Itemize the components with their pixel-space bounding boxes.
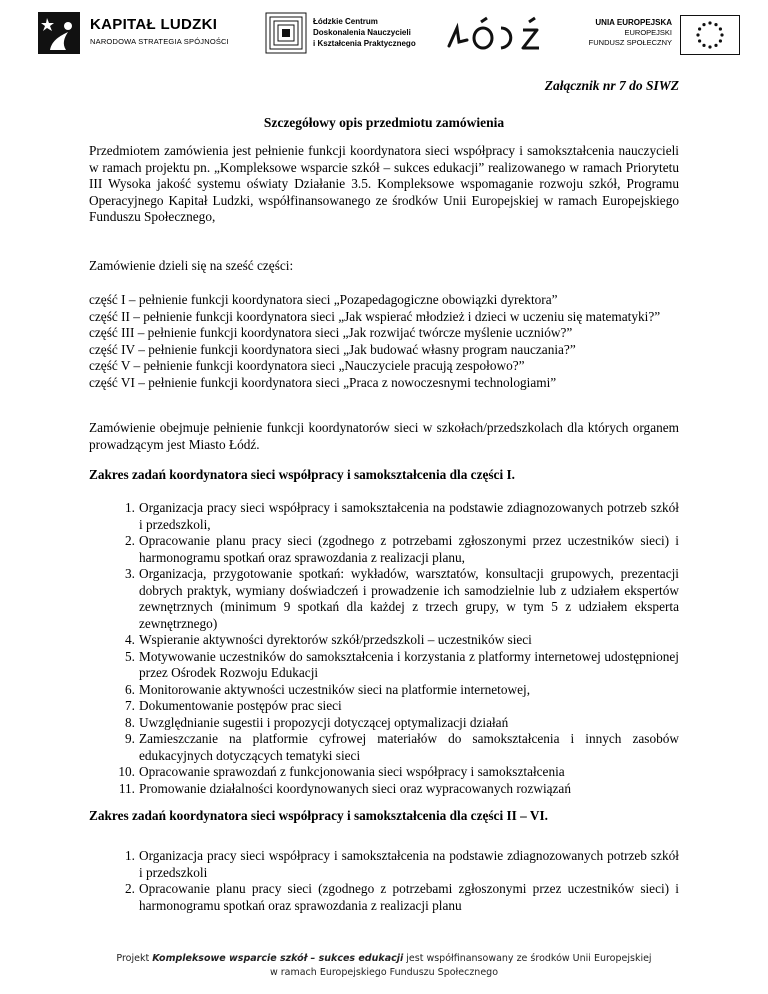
list-item: 6. Monitorowanie aktywności uczestników sieci na platformie internetowej, (125, 681, 531, 697)
eu-logo-text (589, 18, 672, 48)
tasks-list-part-2-6 (89, 848, 679, 914)
list-item: 5. Motywowanie uczestników do samokształcenia i korzystania z platformy internetowej udostępnionej przez Ośrodek Rozwoju Edukacji (125, 648, 679, 680)
lodz-city-logo (445, 16, 555, 56)
footer-line-1: Projekt Kompleksowe wsparcie szkół – sukces edukacji jest współfinansowany ze środków Unii Europejskiej (116, 953, 652, 964)
scope-paragraph: Zamówienie obejmuje pełnienie funkcji koordynatorów sieci w szkołach/przedszkolach dla których organem prowadzącym jest Miasto Łódź. (89, 420, 679, 452)
parts-list (89, 292, 679, 391)
part-item: część III – pełnienie funkcji koordynatora sieci „Jak rozwijać twórcze myślenie uczniów?” (89, 325, 573, 340)
lcdnikp-logo (265, 12, 416, 58)
kapital-ludzki-badge-icon (38, 12, 80, 54)
section-heading-part-2-6: Zakres zadań koordynatora sieci współpracy i samokształcenia dla części II – VI. (89, 808, 548, 823)
list-item: 2. Opracowanie planu pracy sieci (zgodnego z potrzebami zgłoszonymi przez uczestników sieci) i harmonogramu spotkań oraz sprawozdania z realizacji planu, (125, 533, 679, 565)
list-item: 4. Wspieranie aktywności dyrektorów szkół/przedszkoli – uczestników sieci (125, 632, 532, 647)
lcdnikp-line-2: Doskonalenia Nauczycieli (313, 28, 411, 37)
document-title: Szczegółowy opis przedmiotu zamówienia (263, 115, 505, 130)
eu-flag-icon (680, 15, 740, 55)
part-item: część VI – pełnienie funkcji koordynatora sieci „Praca z nowoczesnymi technologiami” (89, 374, 557, 390)
annex-label: Załącznik nr 7 do SIWZ (544, 78, 679, 93)
list-item: 2. Opracowanie planu pracy sieci (zgodnego z potrzebami zgłoszonymi przez uczestników sieci) i harmonogramu spotkań oraz sprawozdania z realizacji planu (125, 881, 679, 913)
footer-project-name: Kompleksowe wsparcie szkół – sukces edukacji (152, 953, 404, 964)
division-paragraph: Zamówienie dzieli się na sześć części: (89, 258, 294, 273)
kapital-ludzki-subtitle: NARODOWA STRATEGIA SPÓJNOŚCI (90, 37, 229, 46)
tasks-list-part-1 (89, 500, 679, 797)
header-logos (0, 0, 768, 70)
list-item: 3. Organizacja, przygotowanie spotkań: wykładów, warsztatów, konsultacji grupowych, prezentacji dobrych praktyk, wymiany doświadczeń i prowadzenie ich samodzielnie lub z udziałem ekspertów zewnętrznych (minimum 9 spotkań dla każdej z trzech grupy, w tym 5 z udziałem eksperta zewnętrznego) (125, 566, 679, 631)
eu-logo (565, 12, 740, 58)
list-item: 1. Organizacja pracy sieci współpracy i samokształcenia na podstawie zdiagnozowanych potrzeb szkół i przedszkoli, (125, 500, 679, 532)
list-item: 8. Uwzględnianie sugestii i propozycji dotyczącej optymalizacji działań (125, 714, 509, 730)
part-item: część IV – pełnienie funkcji koordynatora sieci „Jak budować własny program nauczania?” (89, 341, 576, 357)
lcdnikp-line-1: Łódzkie Centrum (313, 17, 378, 26)
lodz-logo-icon (445, 16, 555, 56)
footer-line-2: w ramach Europejskiego Funduszu Społecznego (269, 967, 499, 978)
eu-line-3: FUNDUSZ SPOŁECZNY (588, 38, 672, 47)
kapital-ludzki-logo (38, 12, 238, 58)
part-item: część I – pełnienie funkcji koordynatora sieci „Pozapedagogiczne obowiązki dyrektora” (89, 292, 558, 307)
list-item: 1. Organizacja pracy sieci współpracy i samokształcenia na podstawie zdiagnozowanych potrzeb szkół i przedszkoli (125, 848, 679, 880)
lcdnikp-mark-icon (265, 12, 307, 54)
lcdnikp-text (313, 16, 416, 49)
section-heading-part-1: Zakres zadań koordynatora sieci współpracy i samokształcenia dla części I. (89, 467, 515, 482)
lcdnikp-line-3: i Kształcenia Praktycznego (313, 39, 416, 48)
intro-paragraph: Przedmiotem zamówienia jest pełnienie funkcji koordynatora sieci współpracy i samokształcenia nauczycieli w ramach projektu pn. „Kompleksowe wsparcie szkół – sukces edukacji” realizowanego w ramach Priorytetu III Wysoka jakość systemu oświaty Działanie 3.5. Kompleksowe wspomaganie rozwoju szkół, Programu Operacyjnego Kapitał Ludzki, współfinansowanego ze środków Unii Europejskiej w ramach Europejskiego Funduszu Społecznego, (89, 143, 679, 224)
part-item: część V – pełnienie funkcji koordynatora sieci „Nauczyciele pracują zespołowo?” (89, 358, 525, 373)
eu-line-1: UNIA EUROPEJSKA (595, 18, 672, 27)
kapital-ludzki-title: KAPITAŁ LUDZKI (90, 16, 218, 33)
list-item: 10. Opracowanie sprawozdań z funkcjonowania sieci współpracy i samokształcenia (118, 764, 565, 779)
eu-line-2: EUROPEJSKI (624, 28, 672, 37)
list-item: 7. Dokumentowanie postępów prac sieci (125, 698, 342, 713)
list-item: 9. Zamieszczanie na platformie cyfrowej materiałów do samokształcenia i innych zasobów edukacyjnych dotyczących tematyki sieci (125, 731, 679, 763)
list-item: 11. Promowanie działalności koordynowanych sieci oraz wypracowanych rozwiązań (118, 780, 571, 796)
page-footer (0, 952, 768, 980)
part-item: część II – pełnienie funkcji koordynatora sieci „Jak wspierać młodzież i dzieci w uczeniu się matematyki?” (89, 308, 661, 324)
